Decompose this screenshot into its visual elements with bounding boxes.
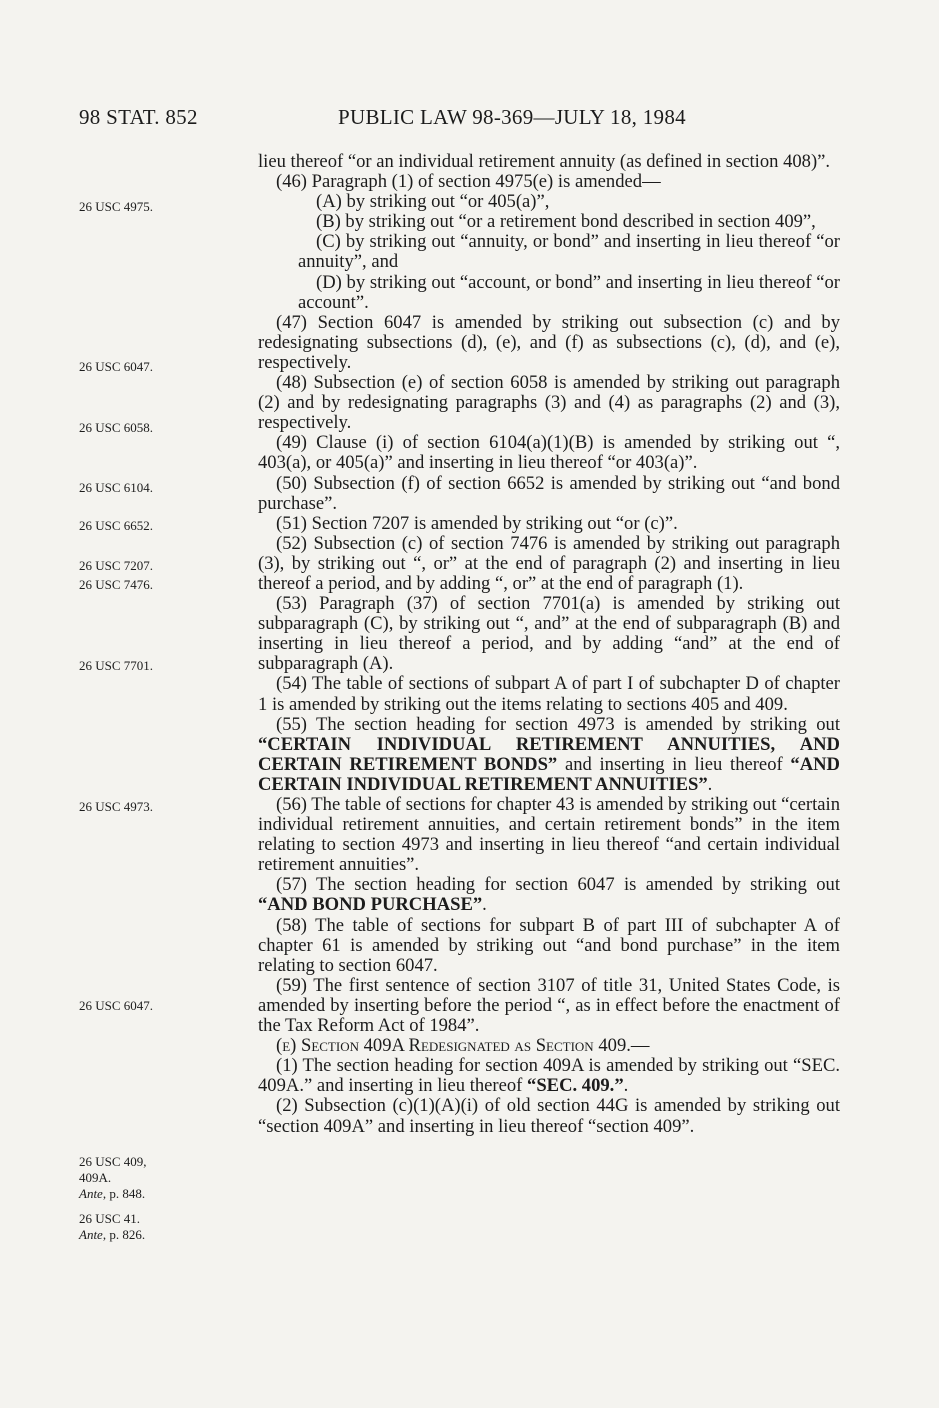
margin-note: 26 USC 7701. xyxy=(79,658,154,673)
paragraph-58: (58) The table of sections for subpart B of part III of subchapter A of chapter 61 is amended by striking out “and bond purchase” in the item relating to section 6047. xyxy=(258,914,840,976)
margin-note: 26 USC 6104. xyxy=(79,480,154,495)
margin-note-ante: Ante, p. 826. xyxy=(79,1227,146,1242)
paragraph-59: (59) The first sentence of section 3107 of title 31, United States Code, is amended by inserting before the period “, as in effect before the enactment of the Tax Reform Act of 1984”. xyxy=(258,974,840,1037)
margin-note-line: 409A. xyxy=(79,1170,112,1185)
subparagraph-46-a: (A) by striking out “or 405(a)”, xyxy=(316,191,550,213)
margin-note: 26 USC 6047. xyxy=(79,998,154,1013)
margin-note: 26 USC 4975. xyxy=(79,199,154,214)
margin-note-ante: Ante, p. 848. xyxy=(79,1186,146,1201)
margin-note: 26 USC 6058. xyxy=(79,420,154,435)
margin-note-block xyxy=(79,1154,147,1202)
subparagraph-46-d: (D) by striking out “account, or bond” and inserting in lieu thereof “or account”. xyxy=(298,271,840,313)
subsection-e-paragraph-2: (2) Subsection (c)(1)(A)(i) of old section 44G is amended by striking out “section 409A” and inserting in lieu thereof “section 409”. xyxy=(258,1095,840,1137)
paragraph-55: (55) The section heading for section 4973 is amended by striking out “CERTAIN INDIVIDUAL RETIREMENT ANNUITIES, AND CERTAIN RETIREMENT BONDS” and inserting in lieu thereof “AND CERTAIN INDIVIDUAL RETIREMENT ANNUITIES”. xyxy=(258,713,840,795)
margin-note: 26 USC 4973. xyxy=(79,799,154,814)
statute-page-number: 98 STAT. 852 xyxy=(79,105,198,129)
paragraph-54: (54) The table of sections of subpart A of part I of subchapter D of chapter 1 is amended by striking out the items relating to sections 405 and 409. xyxy=(258,673,840,715)
running-header-title: PUBLIC LAW 98-369—JULY 18, 1984 xyxy=(338,105,686,129)
subparagraph-46-c: (C) by striking out “annuity, or bond” and inserting in lieu thereof “or annuity”, and xyxy=(298,231,840,273)
paragraph-45-continued: lieu thereof “or an individual retirement annuity (as defined in section 408)”. xyxy=(258,151,831,172)
margin-note: 26 USC 7476. xyxy=(79,577,154,592)
paragraph-48: (48) Subsection (e) of section 6058 is amended by striking out paragraph (2) and by redesignating paragraphs (3) and (4) as paragraphs (2) and (3), respectively. xyxy=(258,372,840,434)
paragraph-52: (52) Subsection (c) of section 7476 is amended by striking out paragraph (3), by striking out “, or” at the end of paragraph (2) and inserting in lieu thereof a period, and by adding “, or” at the end of paragraph (1). xyxy=(258,532,840,594)
margin-note: 26 USC 7207. xyxy=(79,558,154,573)
paragraph-56: (56) The table of sections for chapter 43 is amended by striking out “certain individual retirement annuities, and certain retirement bonds” in the item relating to section 4973 and inserting in lieu thereof “and certain individual retirement annuities”. xyxy=(258,794,841,876)
subsection-e-heading: (e) Section 409A Redesignated as Section 409.— xyxy=(276,1035,650,1057)
paragraph-47: (47) Section 6047 is amended by striking out subsection (c) and by redesignating subsections (d), (e), and (f) as subsections (c), (d), and (e), respectively. xyxy=(258,311,840,373)
margin-note-block xyxy=(79,1211,145,1243)
paragraph-50: (50) Subsection (f) of section 6652 is amended by striking out “and bond purchase”. xyxy=(258,472,840,514)
margin-note-line: 26 USC 409, xyxy=(79,1154,147,1169)
paragraph-49: (49) Clause (i) of section 6104(a)(1)(B) is amended by striking out “, 403(a), or 405(a)” and inserting in lieu thereof “or 403(a)”. xyxy=(258,432,840,474)
paragraph-57: (57) The section heading for section 6047 is amended by striking out “AND BOND PURCHASE”. xyxy=(258,874,840,916)
body-text xyxy=(258,152,840,1137)
margin-note-line: 26 USC 41. xyxy=(79,1211,141,1226)
paragraph-46: (46) Paragraph (1) of section 4975(e) is amended— xyxy=(276,171,661,193)
paragraph-51: (51) Section 7207 is amended by striking out “or (c)”. xyxy=(276,512,678,534)
margin-note: 26 USC 6047. xyxy=(79,359,154,374)
margin-note: 26 USC 6652. xyxy=(79,518,154,533)
paragraph-53: (53) Paragraph (37) of section 7701(a) is amended by striking out subparagraph (C), by striking out “, and” at the end of subparagraph (B) and inserting in lieu thereof a period, and by adding “and” at the end of subparagraph (A). xyxy=(258,593,840,675)
subparagraph-46-b: (B) by striking out “or a retirement bond described in section 409”, xyxy=(316,211,816,233)
subsection-e-paragraph-1: (1) The section heading for section 409A is amended by striking out “SEC. 409A.” and inserting in lieu thereof “SEC. 409.”. xyxy=(258,1055,840,1097)
